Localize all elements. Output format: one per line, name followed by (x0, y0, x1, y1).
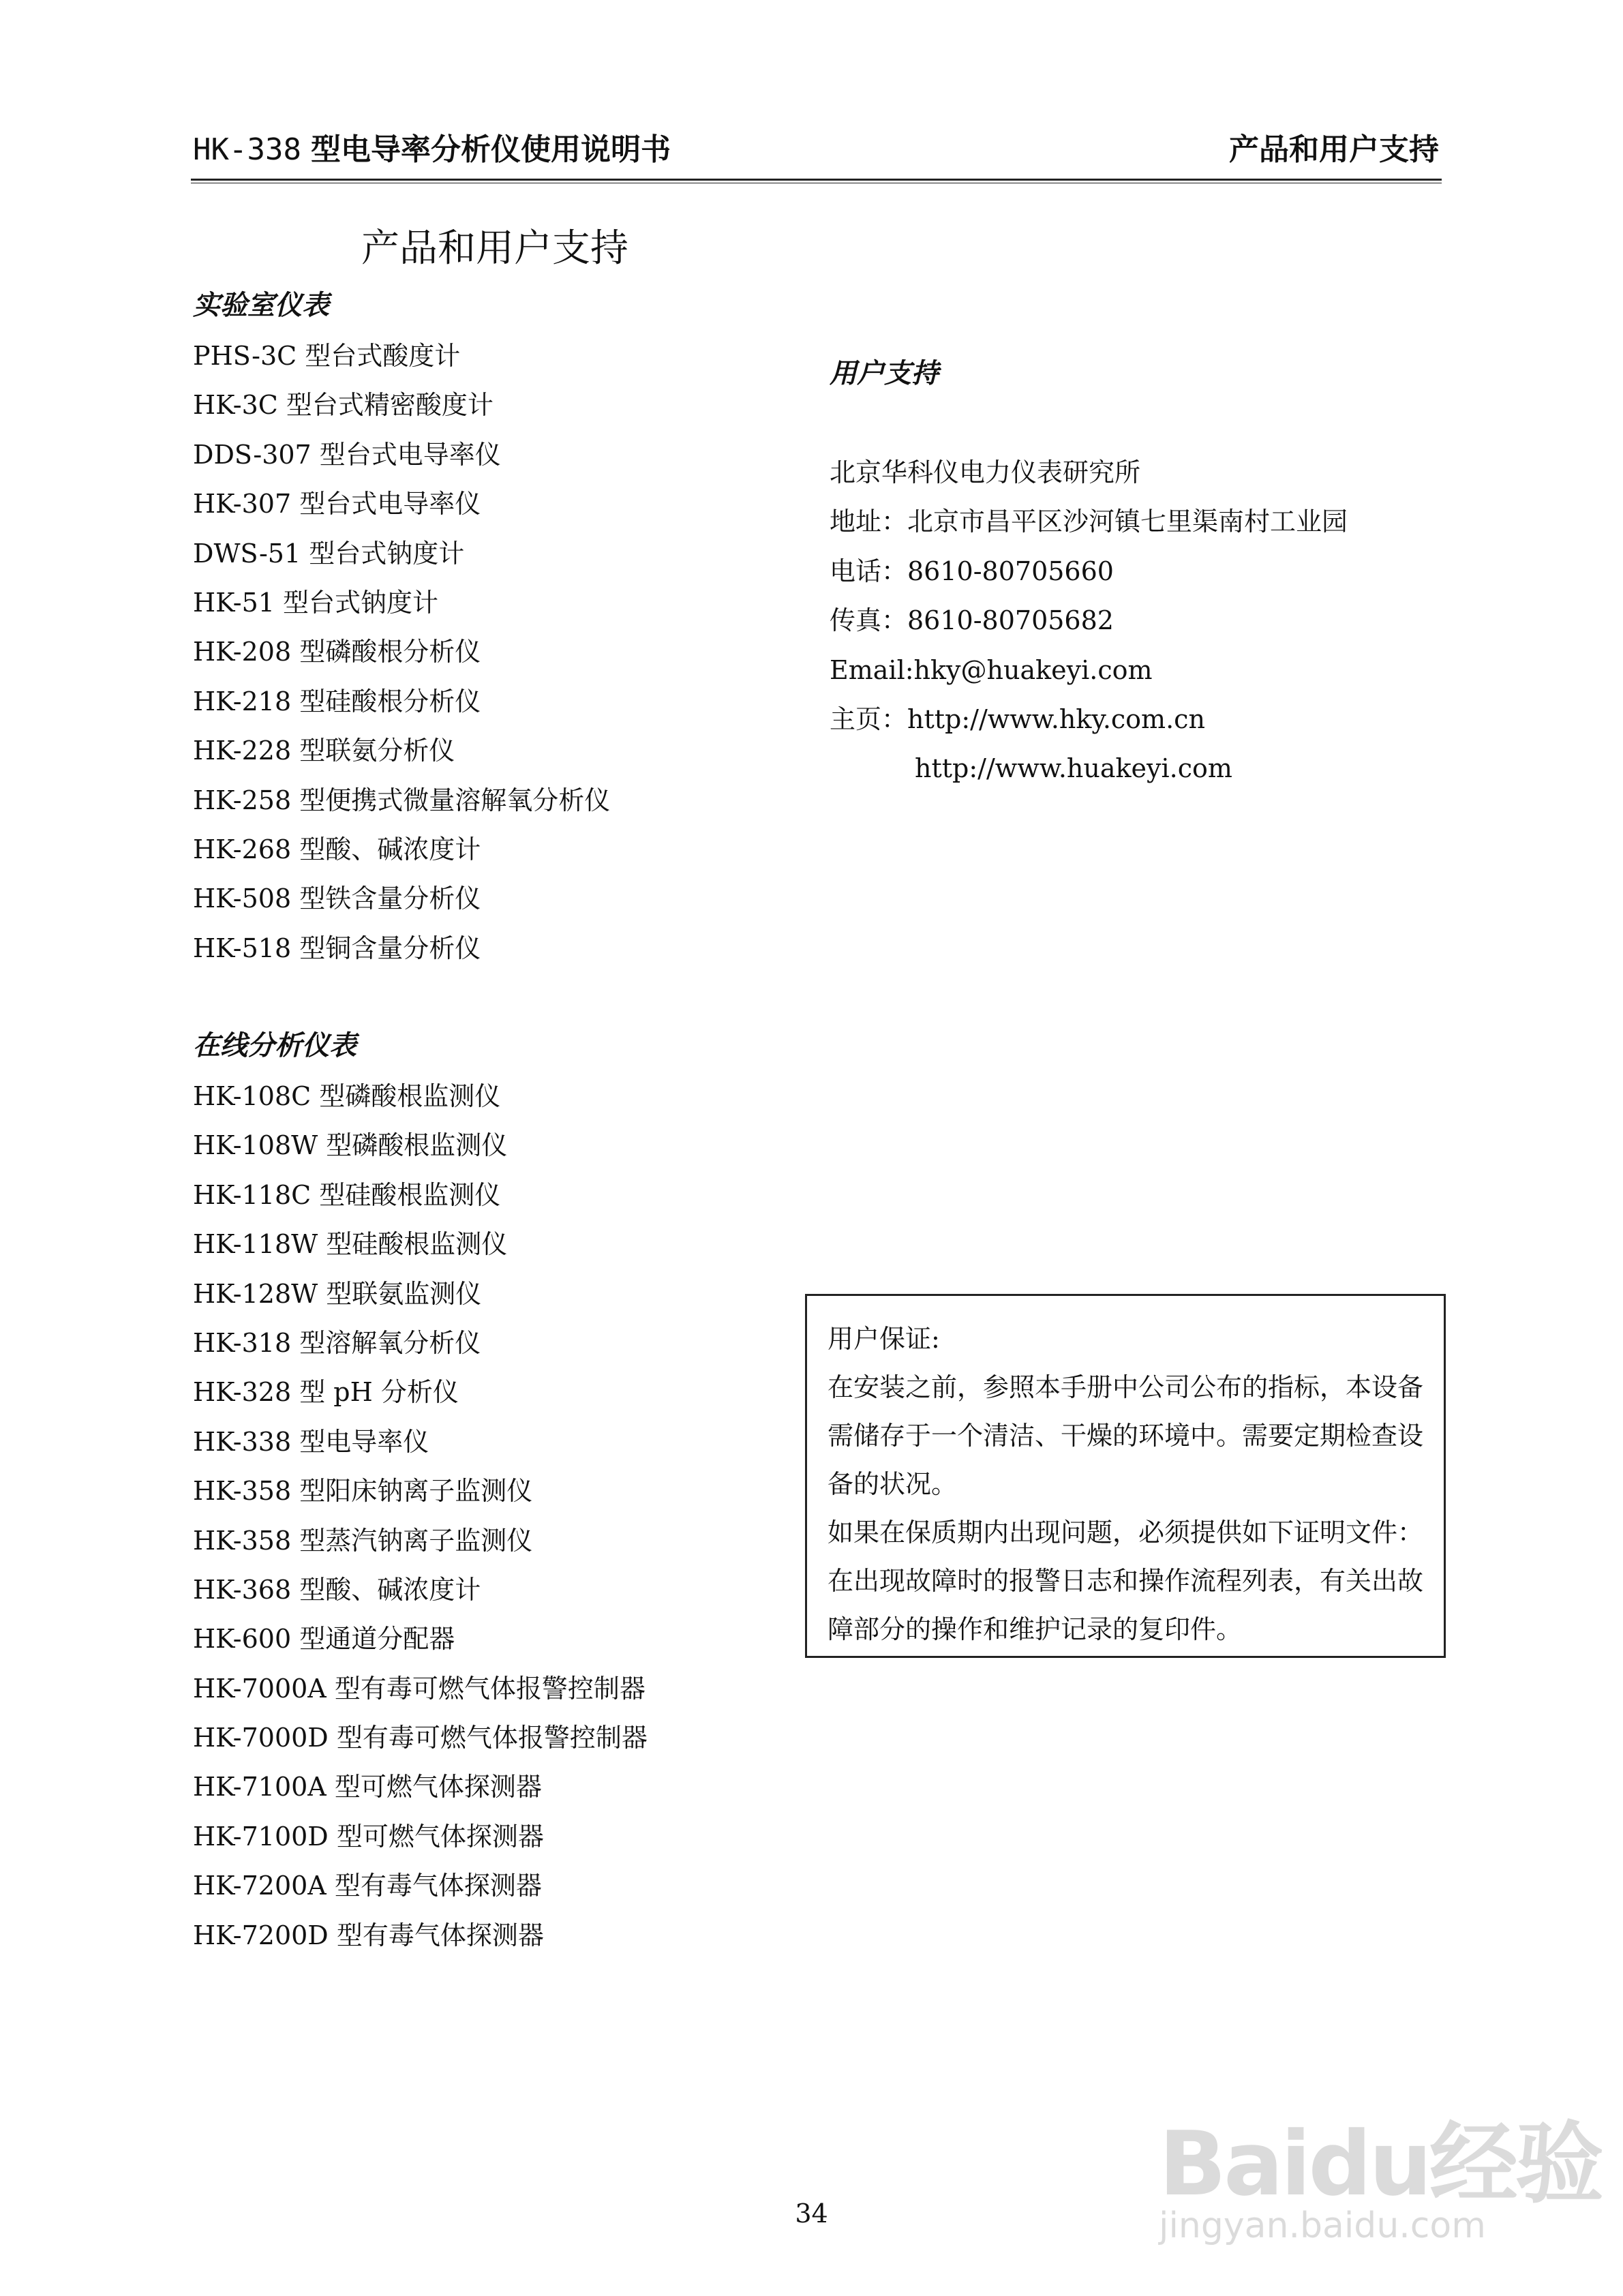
watermark-logo: Baidu经验 (1159, 2112, 1601, 2216)
fax: 传真：8610-80705682 (830, 605, 1114, 636)
homepage-secondary: http://www.huakeyi.com (915, 753, 1232, 784)
list-item: HK-307 型台式电导率仪 (193, 489, 481, 519)
list-item: HK-7000D 型有毒可燃气体报警控制器 (193, 1723, 648, 1753)
list-item: HK-518 型铜含量分析仪 (193, 933, 481, 963)
list-item: HK-208 型磷酸根分析仪 (193, 637, 481, 667)
user-support-heading: 用户支持 (830, 358, 939, 389)
list-item: HK-7100A 型可燃气体探测器 (193, 1772, 542, 1802)
warranty-paragraph-1: 在安装之前，参照本手册中公司公布的指标，本设备需储存于一个清洁、干燥的环境中。需要定期检查设备的状况。 (828, 1372, 1424, 1499)
list-item: HK-268 型酸、碱浓度计 (193, 834, 481, 864)
list-item: HK-228 型联氨分析仪 (193, 736, 455, 766)
list-item: HK-118W 型硅酸根监测仪 (193, 1229, 508, 1260)
header-section: 产品和用户支持 (1229, 132, 1439, 167)
address: 地址：北京市昌平区沙河镇七里渠南村工业园 (830, 507, 1348, 537)
online-instruments-list (193, 1072, 648, 1960)
list-item: HK-358 型阳床钠离子监测仪 (193, 1476, 533, 1507)
list-item: HK-108C 型磷酸根监测仪 (193, 1081, 501, 1111)
header-manual-title (193, 130, 671, 170)
header-model: HK-338 (193, 132, 301, 167)
list-item: HK-3C 型台式精密酸度计 (193, 390, 494, 421)
list-item: HK-318 型溶解氧分析仪 (193, 1327, 481, 1358)
list-item: HK-600 型通道分配器 (193, 1624, 455, 1655)
list-item: HK-338 型电导率仪 (193, 1426, 429, 1457)
list-item: HK-7200D 型有毒气体探测器 (193, 1920, 544, 1950)
list-item: HK-118C 型硅酸根监测仪 (193, 1179, 501, 1210)
contact-info (830, 448, 1348, 794)
online-instruments-heading: 在线分析仪表 (193, 1030, 357, 1061)
page-title: 产品和用户支持 (361, 226, 628, 271)
list-item: HK-7100D 型可燃气体探测器 (193, 1821, 544, 1852)
list-item: DWS-51 型台式钠度计 (193, 538, 465, 569)
list-item: HK-358 型蒸汽钠离子监测仪 (193, 1525, 533, 1556)
list-item: HK-7200A 型有毒气体探测器 (193, 1871, 542, 1901)
list-item: DDS-307 型台式电导率仪 (193, 439, 501, 470)
lab-instruments-list (193, 331, 610, 973)
page-number: 34 (795, 2199, 828, 2229)
baidu-watermark (1159, 2086, 1601, 2250)
list-item: HK-508 型铁含量分析仪 (193, 883, 481, 914)
email: Email:hky@huakeyi.com (830, 654, 1153, 685)
warranty-paragraph-2: 如果在保质期内出现问题，必须提供如下证明文件：在出现故障时的报警日志和操作流程列表，有关出故障部分的操作和维护记录的复印件。 (828, 1517, 1424, 1644)
watermark-url: jingyan.baidu.com (1159, 2205, 1486, 2246)
list-item: PHS-3C 型台式酸度计 (193, 341, 461, 371)
warranty-title: 用户保证: (828, 1324, 940, 1354)
list-item: HK-258 型便携式微量溶解氧分析仪 (193, 785, 611, 815)
header-rule (191, 179, 1442, 183)
lab-instruments-heading: 实验室仪表 (193, 290, 329, 321)
list-item: HK-128W 型联氨监测仪 (193, 1278, 482, 1309)
list-item: HK-7000A 型有毒可燃气体报警控制器 (193, 1673, 646, 1704)
homepage: 主页：http://www.hky.com.cn (830, 704, 1205, 734)
header-title: 型电导率分析仪使用说明书 (310, 132, 671, 167)
list-item: HK-108W 型磷酸根监测仪 (193, 1130, 508, 1161)
list-item: HK-368 型酸、碱浓度计 (193, 1574, 481, 1605)
warranty-box (805, 1294, 1446, 1658)
list-item: HK-218 型硅酸根分析仪 (193, 686, 481, 716)
phone: 电话：8610-80705660 (830, 556, 1114, 586)
list-item: HK-328 型 pH 分析仪 (193, 1377, 459, 1408)
company-name: 北京华科仪电力仪表研究所 (830, 457, 1141, 487)
list-item: HK-51 型台式钠度计 (193, 587, 439, 618)
